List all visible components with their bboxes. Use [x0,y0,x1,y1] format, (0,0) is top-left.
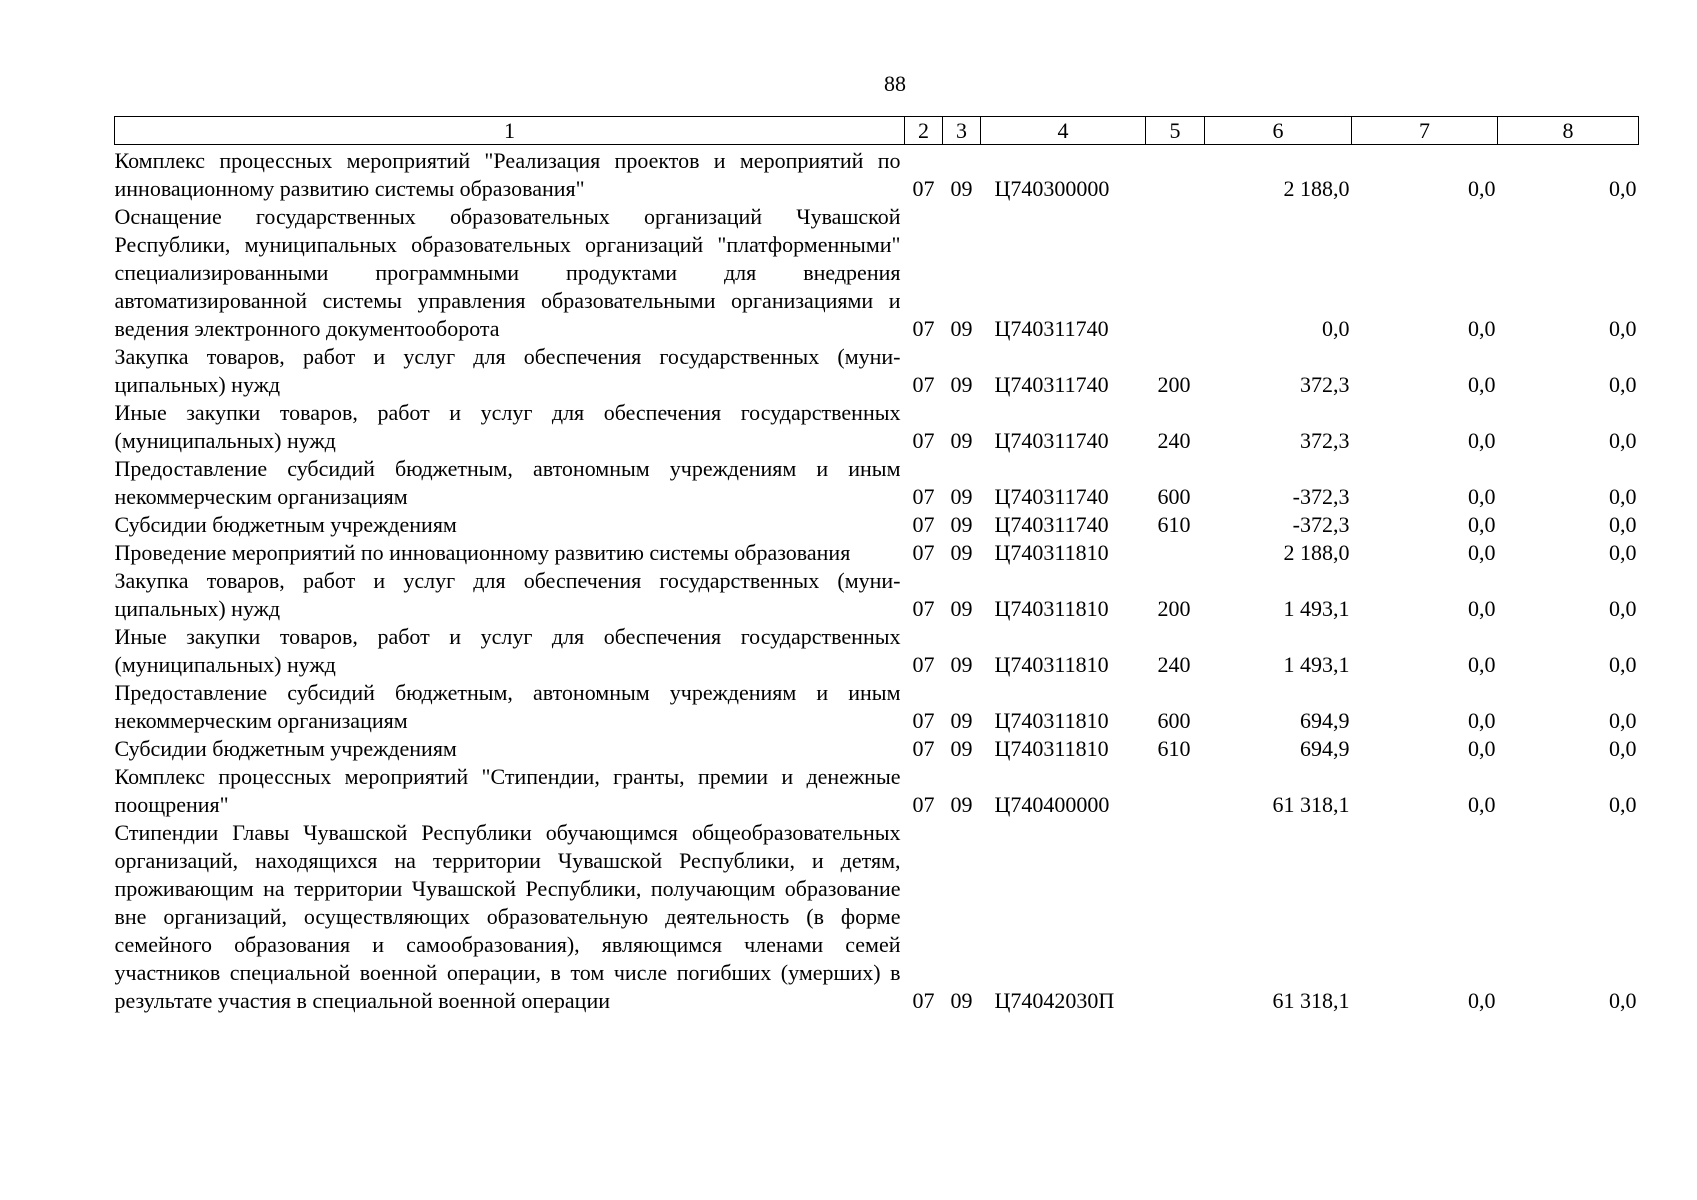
amount-cell: 694,9 [1300,708,1350,733]
amount-cell: 0,0 [1609,988,1637,1013]
expense-type-cell [1146,763,1205,819]
section-code-cell: 07 [912,512,935,537]
amount-cell: 0,0 [1609,428,1637,453]
row-name-cell: Комплекс процессных мероприятий "Реализация проектов и мероприятий по инновационному развитию системы образования" [114,148,901,201]
amount-cell: 1 493,1 [1283,652,1350,677]
amount-cell: 2 188,0 [1283,540,1350,565]
section-code-cell: 07 [912,372,935,397]
header-cell: 4 [981,117,1146,145]
amount-cell: 0,0 [1609,540,1637,565]
expense-type-cell: 240 [1157,652,1191,677]
target-article-cell: Ц740311810 [994,596,1109,621]
amount-cell: 0,0 [1609,316,1637,341]
target-article-cell: Ц740311810 [994,708,1109,733]
amount-cell: -372,3 [1292,484,1350,509]
row-name-cell: Иные закупки товаров, работ и услуг для обеспечения государственных (муниципальных) нужд [114,624,901,677]
section-code-cell: 07 [912,652,935,677]
section-code-cell: 07 [912,708,935,733]
expense-type-cell: 240 [1157,428,1191,453]
amount-cell: 0,0 [1609,512,1637,537]
subsection-code-cell: 09 [950,792,973,817]
subsection-code-cell: 09 [950,988,973,1013]
amount-cell: 0,0 [1609,736,1637,761]
amount-cell: 0,0 [1468,176,1496,201]
row-name-cell: Иные закупки товаров, работ и услуг для обеспечения государственных (муниципальных) нужд [114,400,901,453]
table-row [115,203,1639,343]
amount-cell: 0,0 [1609,176,1637,201]
amount-cell: 0,0 [1468,652,1496,677]
amount-cell: 0,0 [1468,316,1496,341]
table-row [115,819,1639,1015]
amount-cell: 372,3 [1300,372,1350,397]
section-code-cell: 07 [912,316,935,341]
header-cell: 6 [1205,117,1352,145]
expense-type-cell: 600 [1157,484,1191,509]
row-name-cell: Проведение мероприятий по инновационному развитию системы образования [114,540,851,565]
amount-cell: 0,0 [1468,792,1496,817]
target-article-cell: Ц740300000 [994,176,1110,201]
table-row [115,679,1639,735]
table-row [115,399,1639,455]
row-name-cell: Субсидии бюджетным учреждениям [114,512,457,537]
amount-cell: 0,0 [1322,316,1350,341]
header-row [115,117,1639,145]
row-name-cell: Предоставление субсидий бюджетным, автономным учреждениям и иным некоммерческим организациям [114,456,901,509]
amount-cell: 0,0 [1609,484,1637,509]
subsection-code-cell: 09 [950,652,973,677]
amount-cell: 0,0 [1468,484,1496,509]
target-article-cell: Ц740311740 [994,484,1109,509]
expense-type-cell [1146,819,1205,1015]
table-row [115,623,1639,679]
amount-cell: 0,0 [1468,540,1496,565]
subsection-code-cell: 09 [950,372,973,397]
row-name-cell: Оснащение государственных образовательных организаций Чувашской Республики, муниципальных образовательных организаций "платформенными" специализированными программными продуктами для внедрения автоматизированной системы управления образовательными организациями и ведения электронного документооборота [114,204,901,341]
expense-type-cell [1146,539,1205,567]
target-article-cell: Ц740311740 [994,372,1109,397]
expense-type-cell [1146,145,1205,204]
row-name-cell: Субсидии бюджетным учреждениям [114,736,457,761]
amount-cell: 0,0 [1609,596,1637,621]
section-code-cell: 07 [912,484,935,509]
header-cell: 5 [1146,117,1205,145]
row-name-cell: Предоставление субсидий бюджетным, автономным учреждениям и иным некоммерческим организациям [114,680,901,733]
table-row [115,539,1639,567]
amount-cell: 61 318,1 [1272,988,1350,1013]
expense-type-cell: 600 [1157,708,1191,733]
table-row [115,511,1639,539]
table-row [115,763,1639,819]
row-name-cell: Комплекс процессных мероприятий "Стипендии, гранты, премии и денежные поощрения" [114,764,901,817]
expense-type-cell: 610 [1157,512,1191,537]
subsection-code-cell: 09 [950,596,973,621]
amount-cell: 0,0 [1468,596,1496,621]
amount-cell: 0,0 [1468,512,1496,537]
target-article-cell: Ц740400000 [994,792,1110,817]
table-row [115,343,1639,399]
amount-cell: 0,0 [1468,428,1496,453]
amount-cell: 0,0 [1468,736,1496,761]
amount-cell: 0,0 [1468,708,1496,733]
target-article-cell: Ц740311740 [994,512,1109,537]
target-article-cell: Ц740311740 [994,428,1109,453]
amount-cell: 0,0 [1609,708,1637,733]
table-row [115,145,1639,204]
header-cell: 1 [115,117,905,145]
subsection-code-cell: 09 [950,316,973,341]
amount-cell: 1 493,1 [1283,596,1350,621]
amount-cell: 0,0 [1468,372,1496,397]
row-name-cell: Стипендии Главы Чувашской Республики обучающимся общеобразовательных организаций, находящихся на территории Чувашской Республики, и детям, проживающим на территории Чувашской Республики, получающим образование вне организаций, осуществляющих образовательную деятельность (в форме семейного образования и самообразования), являющимся членами семей участников специальной военной операции, в том числе погибших (умерших) в результате участия в специальной военной операции [114,820,901,1013]
row-name-cell: Закупка товаров, работ и услуг для обеспечения государственных (муниципальных) нужд [114,344,901,397]
header-cell: 2 [905,117,943,145]
subsection-code-cell: 09 [950,484,973,509]
expense-type-cell: 200 [1157,372,1191,397]
section-code-cell: 07 [912,988,935,1013]
target-article-cell: Ц740311740 [994,316,1109,341]
page-number: 88 [884,71,906,96]
subsection-code-cell: 09 [950,428,973,453]
amount-cell: -372,3 [1292,512,1350,537]
header-cell: 7 [1352,117,1498,145]
section-code-cell: 07 [912,736,935,761]
amount-cell: 0,0 [1468,988,1496,1013]
section-code-cell: 07 [912,792,935,817]
subsection-code-cell: 09 [950,512,973,537]
expense-type-cell [1146,203,1205,343]
subsection-code-cell: 09 [950,540,973,565]
section-code-cell: 07 [912,176,935,201]
amount-cell: 0,0 [1609,372,1637,397]
section-code-cell: 07 [912,540,935,565]
section-code-cell: 07 [912,428,935,453]
table-body [115,145,1639,1016]
amount-cell: 694,9 [1300,736,1350,761]
header-cell: 3 [943,117,981,145]
target-article-cell: Ц740311810 [994,652,1109,677]
subsection-code-cell: 09 [950,736,973,761]
header-cell: 8 [1498,117,1639,145]
amount-cell: 0,0 [1609,652,1637,677]
target-article-cell: Ц740311810 [994,540,1109,565]
target-article-cell: Ц74042030П [994,988,1115,1013]
expense-type-cell: 200 [1157,596,1191,621]
amount-cell: 372,3 [1300,428,1350,453]
table-row [115,567,1639,623]
table-row [115,455,1639,511]
section-code-cell: 07 [912,596,935,621]
amount-cell: 0,0 [1609,792,1637,817]
table-header [115,117,1639,145]
table-row [115,735,1639,763]
subsection-code-cell: 09 [950,708,973,733]
target-article-cell: Ц740311810 [994,736,1109,761]
amount-cell: 2 188,0 [1283,176,1350,201]
row-name-cell: Закупка товаров, работ и услуг для обеспечения государственных (муниципальных) нужд [114,568,901,621]
expense-type-cell: 610 [1157,736,1191,761]
budget-table [114,116,1639,1015]
amount-cell: 61 318,1 [1272,792,1350,817]
subsection-code-cell: 09 [950,176,973,201]
